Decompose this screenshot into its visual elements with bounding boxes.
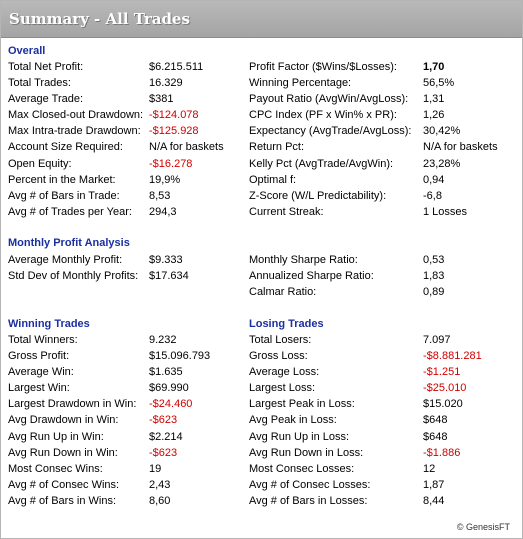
stat-row <box>8 461 248 477</box>
stat-row <box>8 188 248 204</box>
stat-label: Largest Drawdown in Win: <box>8 398 137 411</box>
stat-value: 19,9% <box>149 173 181 186</box>
stat-value: 0,53 <box>423 254 445 266</box>
stat-row <box>249 107 519 123</box>
stat-row <box>8 268 248 284</box>
section-heading-monthly: Monthly Profit Analysis <box>8 237 130 249</box>
stat-label: Average Trade: <box>8 93 84 106</box>
stat-label: Average Loss: <box>249 366 320 379</box>
losing-trades-column <box>249 332 519 509</box>
stat-value: $9.333 <box>149 254 183 266</box>
stat-label: Average Win: <box>8 366 74 379</box>
stat-row <box>249 75 519 91</box>
monthly-right-column <box>249 252 519 300</box>
stat-row <box>8 445 248 461</box>
stat-value: -$124.078 <box>149 109 199 122</box>
stat-label: Gross Loss: <box>249 350 308 363</box>
section-heading-losing: Losing Trades <box>249 318 324 330</box>
stat-value: 294,3 <box>149 205 177 218</box>
stat-value: $648 <box>423 414 448 427</box>
stat-row <box>249 156 519 172</box>
monthly-left-column <box>8 252 248 284</box>
stat-row <box>8 364 248 380</box>
stat-row <box>249 284 519 300</box>
stat-label: Avg Peak in Loss: <box>249 414 337 427</box>
stat-value: 0,94 <box>423 173 445 186</box>
stat-value: -$125.928 <box>149 125 199 138</box>
stat-value: $381 <box>149 93 174 106</box>
stat-value: 2,43 <box>149 478 171 491</box>
stat-row <box>249 204 519 220</box>
stat-row <box>249 332 519 348</box>
stat-row <box>249 268 519 284</box>
stat-label: Average Monthly Profit: <box>8 254 123 266</box>
stat-row <box>249 59 519 75</box>
stat-row <box>8 412 248 428</box>
stat-value: $15.020 <box>423 398 463 411</box>
overall-right-column <box>249 59 519 220</box>
stat-row <box>249 493 519 509</box>
stat-row <box>249 461 519 477</box>
stat-label: Account Size Required: <box>8 141 123 154</box>
stat-row <box>249 123 519 139</box>
stat-label: Payout Ratio (AvgWin/AvgLoss): <box>249 93 409 106</box>
stat-label: Annualized Sharpe Ratio: <box>249 270 374 283</box>
stat-label: Max Intra-trade Drawdown: <box>8 125 141 138</box>
stat-row <box>8 380 248 396</box>
stat-label: Avg # of Bars in Losses: <box>249 494 368 507</box>
stat-value: 1,83 <box>423 270 445 283</box>
stat-label: Most Consec Wins: <box>8 462 103 475</box>
stat-row <box>8 156 248 172</box>
stat-label: Total Net Profit: <box>8 61 84 73</box>
stat-value: 7.097 <box>423 334 451 346</box>
stat-row <box>8 252 248 268</box>
stat-label: Open Equity: <box>8 157 72 170</box>
stat-label: Kelly Pct (AvgTrade/AvgWin): <box>249 157 394 170</box>
stat-label: Winning Percentage: <box>249 77 352 90</box>
stat-row <box>249 445 519 461</box>
stat-row <box>8 493 248 509</box>
stat-row <box>249 380 519 396</box>
stat-value: 1,26 <box>423 109 445 122</box>
stat-label: Optimal f: <box>249 173 297 186</box>
stat-row <box>249 364 519 380</box>
stat-row <box>249 252 519 268</box>
stat-value: 12 <box>423 462 436 475</box>
stat-value: 8,53 <box>149 189 171 202</box>
stat-label: Avg # of Bars in Trade: <box>8 189 120 202</box>
stat-label: Total Trades: <box>8 77 71 90</box>
stat-label: Avg # of Trades per Year: <box>8 205 132 218</box>
stat-value: $6.215.511 <box>149 61 204 73</box>
stat-row <box>8 204 248 220</box>
stat-label: Avg # of Consec Wins: <box>8 478 120 491</box>
stat-row <box>8 429 248 445</box>
stat-label: Avg Drawdown in Win: <box>8 414 119 427</box>
stat-label: Total Winners: <box>8 334 78 346</box>
page-title: Summary - All Trades <box>9 10 190 28</box>
stat-label: Profit Factor ($Wins/$Losses): <box>249 61 397 73</box>
stat-label: Expectancy (AvgTrade/AvgLoss): <box>249 125 412 138</box>
stat-label: Avg Run Down in Win: <box>8 446 118 459</box>
stat-value: 19 <box>149 462 162 475</box>
stat-value: 1,70 <box>423 61 445 73</box>
stat-value: 9.232 <box>149 334 177 346</box>
stat-value: 16.329 <box>149 77 183 90</box>
stat-row <box>249 412 519 428</box>
stat-value: 8,60 <box>149 494 171 507</box>
stat-label: Std Dev of Monthly Profits: <box>8 270 139 283</box>
stat-row <box>8 348 248 364</box>
stat-row <box>249 172 519 188</box>
stat-value: -$623 <box>149 446 178 459</box>
stat-row <box>8 123 248 139</box>
stat-label: Z-Score (W/L Predictability): <box>249 189 387 202</box>
stat-label: Avg Run Up in Loss: <box>249 430 350 443</box>
stat-value: $17.634 <box>149 270 189 283</box>
stat-row <box>249 477 519 493</box>
stat-value: 23,28% <box>423 157 461 170</box>
footer-credit: © GenesisFT <box>456 522 510 532</box>
stat-row <box>249 91 519 107</box>
stat-value: -$1.251 <box>423 366 461 379</box>
stat-label: Calmar Ratio: <box>249 286 317 299</box>
stat-value: 1,87 <box>423 478 445 491</box>
stat-value: -$24.460 <box>149 398 193 411</box>
stat-row <box>8 107 248 123</box>
stat-row <box>8 172 248 188</box>
stat-value: -$8.881.281 <box>423 350 482 363</box>
stat-row <box>249 139 519 155</box>
stat-row <box>8 75 248 91</box>
stat-value: $648 <box>423 430 448 443</box>
stat-value: -$16.278 <box>149 157 193 170</box>
stat-label: Total Losers: <box>249 334 312 346</box>
stat-label: Most Consec Losses: <box>249 462 355 475</box>
stat-row <box>249 188 519 204</box>
stat-value: -$1.886 <box>423 446 461 459</box>
stat-value: -$25.010 <box>423 382 467 395</box>
stat-row <box>8 332 248 348</box>
stat-value: $2.214 <box>149 430 183 443</box>
stat-value: $1.635 <box>149 366 183 379</box>
stat-row <box>249 396 519 412</box>
stat-row <box>8 477 248 493</box>
stat-label: Largest Loss: <box>249 382 316 395</box>
section-heading-overall: Overall <box>8 45 46 57</box>
stat-value: 0,89 <box>423 286 445 299</box>
stat-value: $15.096.793 <box>149 350 211 363</box>
stat-value: -6,8 <box>423 189 442 202</box>
stat-row <box>8 396 248 412</box>
section-heading-winning: Winning Trades <box>8 318 90 330</box>
stat-value: N/A for baskets <box>149 141 224 154</box>
stat-label: Avg # of Bars in Wins: <box>8 494 117 507</box>
stat-label: CPC Index (PF x Win% x PR): <box>249 109 397 122</box>
stat-row <box>8 59 248 75</box>
stat-row <box>8 91 248 107</box>
stat-label: Avg # of Consec Losses: <box>249 478 371 491</box>
stat-label: Monthly Sharpe Ratio: <box>249 254 358 266</box>
stat-value: $69.990 <box>149 382 189 395</box>
winning-trades-column <box>8 332 248 509</box>
stat-row <box>8 139 248 155</box>
stat-label: Gross Profit: <box>8 350 70 363</box>
stat-label: Largest Win: <box>8 382 70 395</box>
stat-label: Avg Run Up in Win: <box>8 430 104 443</box>
title-bar <box>1 1 522 38</box>
stat-row <box>249 429 519 445</box>
stat-value: 1 Losses <box>423 205 468 218</box>
stat-value: N/A for baskets <box>423 141 498 154</box>
stat-value: 8,44 <box>423 494 445 507</box>
stat-row <box>249 348 519 364</box>
stat-value: 56,5% <box>423 77 455 90</box>
overall-left-column <box>8 59 248 220</box>
stat-label: Current Streak: <box>249 205 324 218</box>
stat-label: Avg Run Down in Loss: <box>249 446 364 459</box>
stat-value: 1,31 <box>423 93 445 106</box>
stat-value: -$623 <box>149 414 178 427</box>
stat-label: Percent in the Market: <box>8 173 116 186</box>
stat-label: Return Pct: <box>249 141 305 154</box>
stat-value: 30,42% <box>423 125 461 138</box>
stat-label: Largest Peak in Loss: <box>249 398 355 411</box>
stat-label: Max Closed-out Drawdown: <box>8 109 144 122</box>
